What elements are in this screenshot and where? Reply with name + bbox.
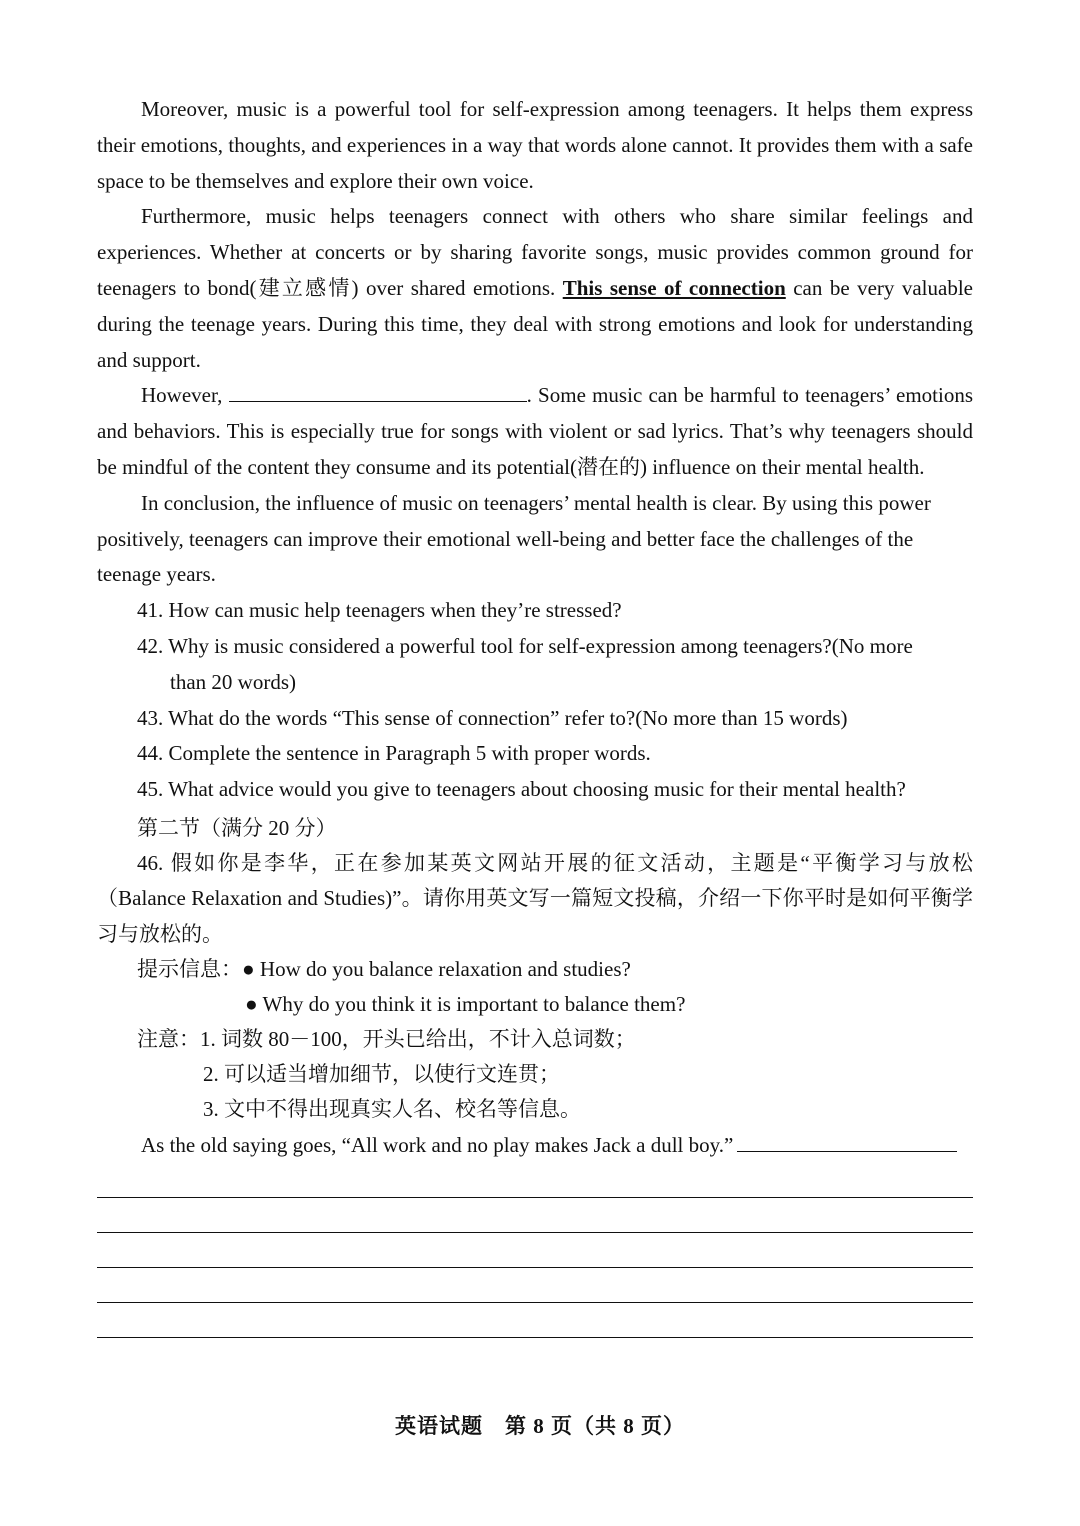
writing-area[interactable] bbox=[97, 1163, 973, 1338]
paragraph-self-expression: Moreover, music is a powerful tool for self-expression among teenagers. It helps them express their emotions, thoughts, and experiences in a way that words alone cannot. It provides them with a safe space to be themselves and explore their own voice. bbox=[97, 97, 973, 193]
hint-1: ● How do you balance relaxation and studies? bbox=[242, 957, 631, 982]
note-3: 3. 文中不得出现真实人名、校名等信息。 bbox=[203, 1097, 581, 1122]
question-45: 45. What advice would you give to teenagers about choosing music for their mental health? bbox=[137, 777, 906, 802]
underlined-phrase: This sense of connection bbox=[562, 275, 786, 300]
question-42-continued: than 20 words) bbox=[170, 669, 296, 694]
question-42: 42. Why is music considered a powerful tool for self-expression among teenagers?(No more bbox=[137, 633, 913, 658]
writing-line[interactable] bbox=[97, 1268, 973, 1303]
question-list bbox=[97, 593, 973, 808]
note-1: 1. 词数 80－100，开头已给出，不计入总词数； bbox=[200, 1027, 636, 1052]
essay-opening-blank[interactable] bbox=[737, 1131, 957, 1152]
section-title: 第二节（满分 20 分） bbox=[137, 815, 337, 840]
paragraph-harmful-lead: However, bbox=[141, 383, 229, 408]
question-41: 41. How can music help teenagers when they’re stressed? bbox=[137, 598, 622, 623]
paragraph-harmful-text: . Some music can be harmful to teenagers’ emotions and behaviors. This is especially true for songs with violent or sad lyrics. That’s why teenagers should be mindful of the content they consume and its potential(潜在的) influence on their mental health. bbox=[97, 383, 974, 479]
page-content bbox=[97, 92, 973, 1338]
note-row bbox=[97, 1022, 973, 1057]
paragraph-harmful bbox=[97, 378, 973, 485]
writing-line[interactable] bbox=[97, 1163, 973, 1198]
paragraph-connection bbox=[97, 199, 973, 378]
page-footer: 英语试题 第 8 页（共 8 页） bbox=[395, 1414, 685, 1438]
writing-line[interactable] bbox=[97, 1198, 973, 1233]
paragraph-conclusion: In conclusion, the influence of music on teenagers’ mental health is clear. By using this power positively, teenagers can improve their emotional well-being and better face the challenges of the teenage years. bbox=[97, 490, 931, 587]
essay-opening bbox=[97, 1127, 973, 1163]
hint-row bbox=[97, 952, 973, 987]
essay-opening-text: As the old saying goes, “All work and no play makes Jack a dull boy.” bbox=[141, 1133, 734, 1158]
writing-line[interactable] bbox=[97, 1233, 973, 1268]
paragraph-connection-text-before: Furthermore, music helps teenagers connect with others who share similar feelings and experiences. Whether at concerts or by sharing favorite songs, music provides common ground for teenagers to bond(建立感情) over shared emotions. bbox=[97, 204, 973, 300]
writing-task: 46. 假如你是李华，正在参加某英文网站开展的征文活动，主题是“平衡学习与放松（Balance Relaxation and Studies)”。请你用英文写一篇短文投稿，介绍一下你平时是如何平衡学习与放松的。 bbox=[97, 850, 973, 946]
paragraph-connection-text-after: can be very valuable during the teenage years. During this time, they deal with strong emotions and look for understanding and support. bbox=[97, 275, 973, 372]
hint-label: 提示信息： bbox=[137, 957, 242, 982]
question-43: 43. What do the words “This sense of connection” refer to?(No more than 15 words) bbox=[137, 705, 848, 730]
hint-2: ● Why do you think it is important to balance them? bbox=[245, 992, 686, 1017]
note-2: 2. 可以适当增加细节，以使行文连贯； bbox=[203, 1062, 560, 1087]
question-44: 44. Complete the sentence in Paragraph 5 with proper words. bbox=[137, 741, 651, 766]
writing-line[interactable] bbox=[97, 1303, 973, 1338]
note-label: 注意： bbox=[137, 1027, 200, 1052]
fill-in-blank[interactable] bbox=[229, 381, 527, 402]
